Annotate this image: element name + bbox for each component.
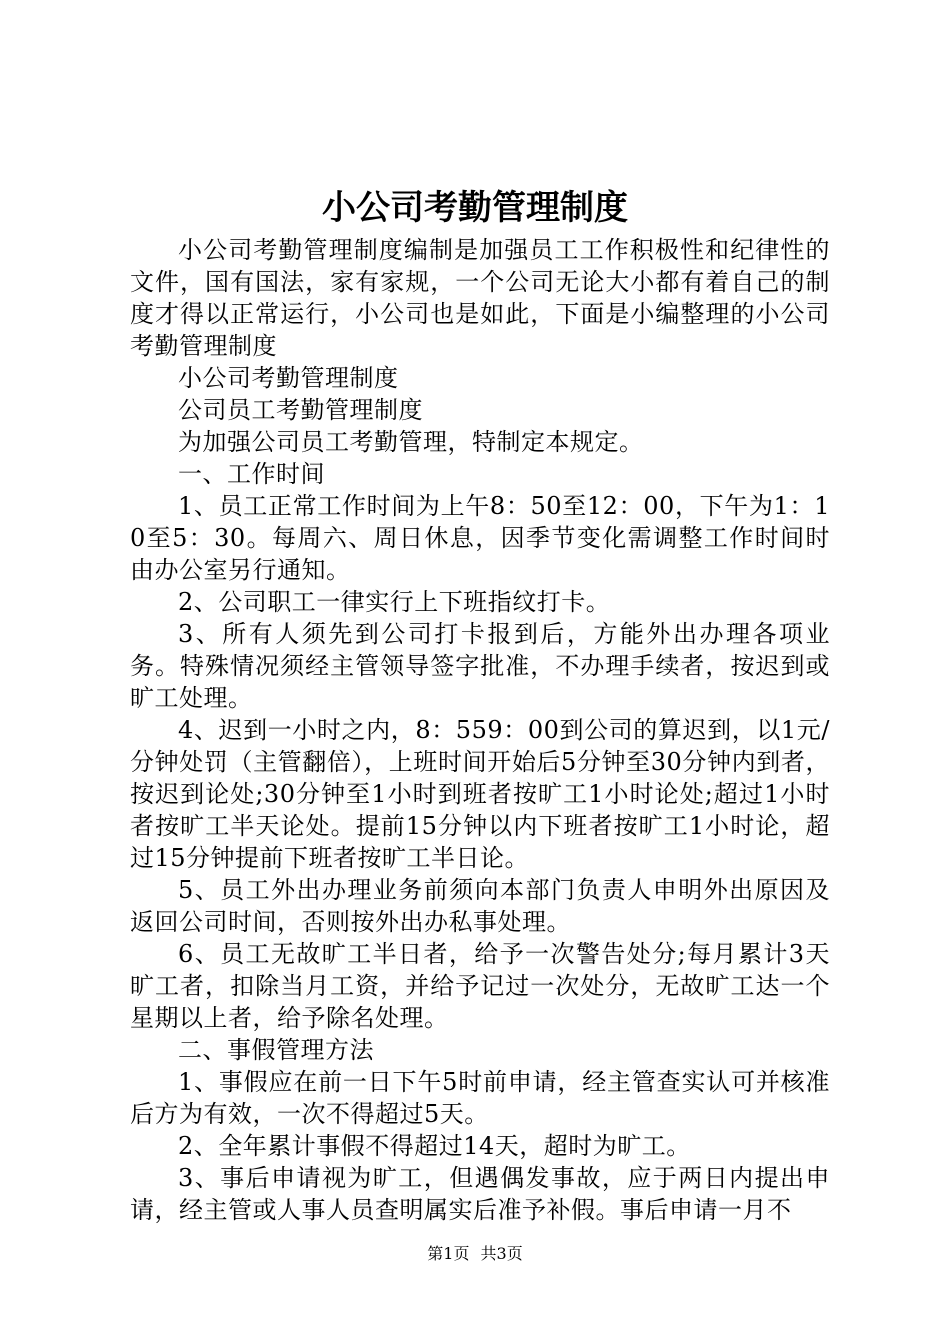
- paragraph-rule: 4、迟到一小时之内，8：559：00到公司的算迟到，以1元/分钟处罚（主管翻倍），上班时间开始后5分钟至30分钟内到者，按迟到论处;30分钟至1小时到班者按旷工1小时论处;超过1小时者按旷工半天论处。提前15分钟以内下班者按旷工1小时论，超过15分钟提前下班者按旷工半日论。: [130, 716, 830, 872]
- paragraph-purpose: 为加强公司员工考勤管理，特制定本规定。: [178, 428, 644, 456]
- page-footer: [0, 1242, 950, 1266]
- paragraph-intro: 小公司考勤管理制度编制是加强员工工作积极性和纪律性的文件，国有国法，家有家规，一个公司无论大小都有着自己的制度才得以正常运行，小公司也是如此，下面是小编整理的小公司考勤管理制度: [130, 236, 830, 360]
- paragraph-rule: 3、事后申请视为旷工，但遇偶发事故，应于两日内提出申请，经主管或人事人员查明属实后准予补假。事后申请一月不: [130, 1164, 830, 1224]
- page-total: 共3页: [480, 1244, 523, 1263]
- paragraph-rule: 3、所有人须先到公司打卡报到后，方能外出办理各项业务。特殊情况须经主管领导签字批准，不办理手续者，按迟到或旷工处理。: [130, 620, 830, 712]
- document-title: 小公司考勤管理制度: [322, 188, 628, 228]
- paragraph-rule: 6、员工无故旷工半日者，给予一次警告处分;每月累计3天旷工者，扣除当月工资，并给予记过一次处分，无故旷工达一个星期以上者，给予除名处理。: [130, 940, 830, 1032]
- paragraph-rule: 2、全年累计事假不得超过14天，超时为旷工。: [178, 1132, 691, 1160]
- section-heading-work-hours: 一、工作时间: [178, 460, 325, 488]
- paragraph-rule: 1、事假应在前一日下午5时前申请，经主管查实认可并核准后方为有效，一次不得超过5天。: [130, 1068, 830, 1128]
- paragraph-rule: 1、员工正常工作时间为上午8：50至12：00，下午为1：10至5：30。每周六、周日休息，因季节变化需调整工作时间时由办公室另行通知。: [130, 492, 830, 584]
- paragraph-subtitle: 小公司考勤管理制度: [178, 364, 399, 392]
- paragraph-rule: 5、员工外出办理业务前须向本部门负责人申明外出原因及返回公司时间，否则按外出办私事处理。: [130, 876, 830, 936]
- section-heading-personal-leave: 二、事假管理方法: [178, 1036, 374, 1064]
- paragraph-regulation-name: 公司员工考勤管理制度: [178, 396, 423, 424]
- page-number: 第1页: [427, 1244, 470, 1263]
- document-body: [130, 234, 830, 1226]
- paragraph-rule: 2、公司职工一律实行上下班指纹打卡。: [178, 588, 611, 616]
